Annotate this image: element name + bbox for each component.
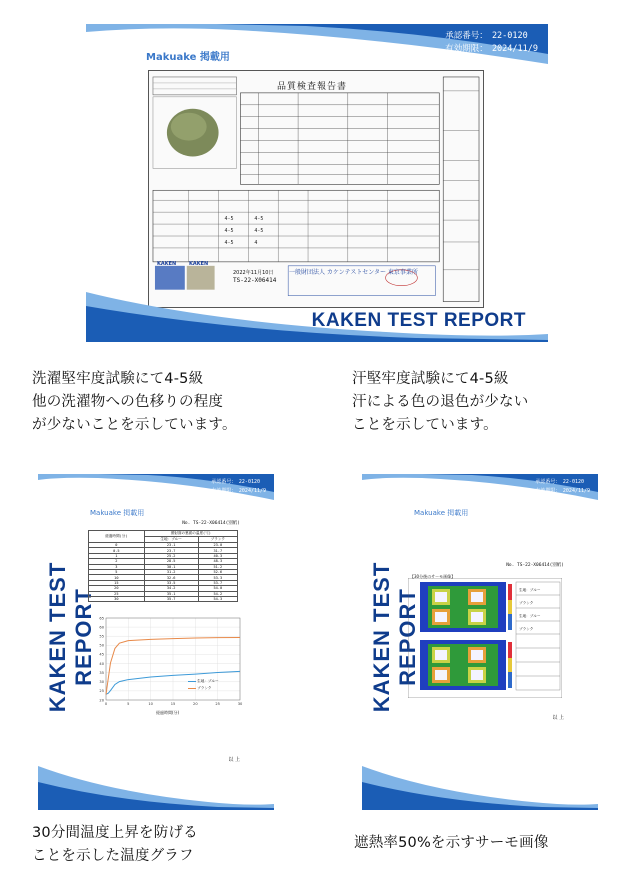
caption-line: 遮熱率50%を示すサーモ画像 — [354, 835, 549, 851]
table-cell: 34.2 — [144, 586, 198, 591]
caption-line: 汗堅牢度試験にて4-5級 — [352, 371, 509, 387]
kaken-brand: KAKEN TEST REPORT — [311, 310, 526, 331]
table-cell: 30.1 — [144, 564, 198, 569]
table-cell: 23.7 — [144, 548, 198, 553]
table-cell: 10 — [89, 575, 145, 580]
table-cell: 51.2 — [198, 564, 237, 569]
y-tick-label: 50 — [99, 643, 104, 648]
table-cell: 54.3 — [198, 596, 237, 601]
table-cell: 32.6 — [144, 575, 198, 580]
makuake-label: Makuake 掲載用 — [90, 509, 145, 517]
table-header: 経過時間(分) — [89, 531, 145, 543]
caption-line: 他の洗濯物への色移りの程度 — [32, 394, 224, 410]
legend-item — [188, 679, 219, 684]
kaken-brand-vertical: KAKEN TEST REPORT — [45, 561, 96, 713]
table-cell: 1 — [89, 553, 145, 558]
x-tick-label: 25 — [215, 702, 220, 706]
footer-band — [38, 752, 274, 810]
expiry-date: 有効期限： 2024/11/9 — [445, 44, 538, 54]
legend-item — [188, 686, 211, 691]
caption-line: ことを示した温度グラフ — [32, 848, 194, 864]
table-cell: 5 — [89, 569, 145, 574]
svg-text:4-5: 4-5 — [254, 216, 264, 223]
table-group-header: 照射面の裏面の温度(℃) — [144, 531, 237, 537]
table-cell: 53.7 — [198, 580, 237, 585]
table-cell: 40.3 — [198, 553, 237, 558]
quality-inspection-scan — [148, 70, 484, 308]
kaken-brand-vertical: KAKEN TEST REPORT — [369, 561, 420, 713]
header-band — [38, 474, 274, 504]
y-tick-label: 40 — [99, 661, 104, 666]
x-tick-label: 5 — [127, 702, 130, 706]
makuake-label: Makuake 掲載用 — [146, 52, 230, 63]
table-cell: 30 — [89, 596, 145, 601]
x-tick-label: 15 — [170, 702, 176, 706]
kaken-stamp: 一般財団法人 カケンテストセンター 東京事業所 — [289, 269, 418, 276]
table-header: 生地：ブルー — [144, 537, 198, 543]
table-cell: 2 — [89, 559, 145, 564]
expiry-date: 有効期限： 2024/11/9 — [211, 488, 266, 494]
caption-sweat-fastness — [352, 368, 528, 437]
table-cell: 54.0 — [198, 586, 237, 591]
y-tick-label: 25 — [99, 689, 104, 694]
thermo-label: ブランク — [519, 601, 534, 605]
table-cell: 23.1 — [144, 543, 198, 548]
expiry-date: 有効期限： 2024/11/9 — [535, 488, 590, 494]
temperature-report-image — [38, 474, 274, 810]
table-cell: 53.3 — [198, 575, 237, 580]
x-axis-label: 経過時間(分) — [156, 710, 180, 715]
doc-number: No. TS-22-X06414(別紙) — [506, 563, 564, 568]
footer-band — [362, 752, 598, 810]
legend-label: 生地：ブルー — [197, 679, 219, 683]
y-tick-label: 55 — [99, 634, 104, 639]
caption-line: 汗による色の退色が少ない — [352, 394, 529, 410]
swatch-label: KAKEN — [157, 261, 177, 267]
y-tick-label: 60 — [99, 625, 104, 630]
y-tick-label: 20 — [99, 698, 104, 703]
thermo-label: ブランク — [519, 627, 534, 631]
y-tick-label: 45 — [99, 652, 104, 657]
thermo-label: 生地：ブルー — [519, 614, 541, 618]
legend-swatch — [188, 681, 196, 682]
table-cell: 0.5 — [89, 548, 145, 553]
caption-line: が少ないことを示しています。 — [32, 417, 237, 433]
temperature-chart — [92, 614, 244, 710]
table-cell: 54.2 — [198, 591, 237, 596]
caption-wash-fastness — [32, 368, 237, 437]
approval-info — [211, 478, 266, 496]
approval-info — [445, 30, 538, 56]
svg-text:4-5: 4-5 — [224, 228, 234, 235]
end-mark: 以 上 — [552, 715, 564, 721]
approval-number: 承認番号： 22-0120 — [445, 31, 528, 41]
y-tick-label: 65 — [99, 616, 104, 621]
header-band — [362, 474, 598, 504]
svg-text:4: 4 — [254, 239, 258, 246]
thermo-report-image — [362, 474, 598, 810]
report-date: 2022年11月10日 — [233, 270, 274, 276]
y-tick-label: 35 — [99, 670, 104, 675]
end-mark: 以 上 — [228, 757, 240, 763]
caption-line: ことを示しています。 — [352, 417, 498, 433]
table-cell: 25.2 — [144, 553, 198, 558]
x-tick-label: 20 — [193, 702, 198, 706]
x-tick-label: 30 — [237, 702, 243, 706]
report-number: TS-22-X06414 — [233, 277, 277, 284]
legend-label: ブランク — [197, 686, 212, 690]
table-cell: 35.7 — [144, 596, 198, 601]
swatch-label: KAKEN — [189, 261, 209, 267]
table-cell: 48.3 — [198, 559, 237, 564]
thermo-labels — [519, 584, 540, 636]
caption-line: 洗濯堅牢度試験にて4-5級 — [32, 371, 204, 387]
table-cell: 25 — [89, 591, 145, 596]
table-cell: 28.5 — [144, 559, 198, 564]
table-cell: 31.2 — [144, 569, 198, 574]
approval-info — [535, 478, 590, 496]
table-header: ブランク — [198, 537, 237, 543]
svg-text:4-5: 4-5 — [224, 239, 234, 246]
svg-text:4-5: 4-5 — [254, 228, 264, 235]
thermo-section-title: 【30分後のサーモ画像】 — [410, 574, 456, 579]
thermo-label: 生地：ブルー — [519, 588, 541, 592]
caption-temperature-graph — [32, 822, 198, 868]
table-cell: 33.5 — [144, 580, 198, 585]
temperature-table — [88, 530, 238, 602]
table-cell: 3 — [89, 564, 145, 569]
doc-number: No. TS-22-X06414(別紙) — [182, 521, 240, 526]
caption-thermo-image — [354, 832, 549, 855]
x-tick-label: 10 — [148, 702, 153, 706]
makuake-label: Makuake 掲載用 — [414, 509, 469, 517]
table-cell: 0 — [89, 543, 145, 548]
quality-report-image — [86, 24, 548, 342]
caption-line: 30分間温度上昇を防げる — [32, 825, 198, 841]
table-cell: 23.0 — [198, 543, 237, 548]
table-cell: 31.7 — [198, 548, 237, 553]
table-cell: 35.1 — [144, 591, 198, 596]
table-cell: 52.6 — [198, 569, 237, 574]
y-tick-label: 30 — [99, 680, 104, 685]
table-cell: 15 — [89, 580, 145, 585]
approval-number: 承認番号： 22-0120 — [535, 479, 584, 485]
x-tick-label: 0 — [104, 702, 108, 706]
report-title: 品質検査報告書 — [277, 82, 348, 92]
table-cell: 20 — [89, 586, 145, 591]
table-row — [89, 596, 238, 601]
legend-swatch — [188, 688, 196, 689]
approval-number: 承認番号： 22-0120 — [211, 479, 260, 485]
svg-text:4-5: 4-5 — [224, 216, 234, 223]
